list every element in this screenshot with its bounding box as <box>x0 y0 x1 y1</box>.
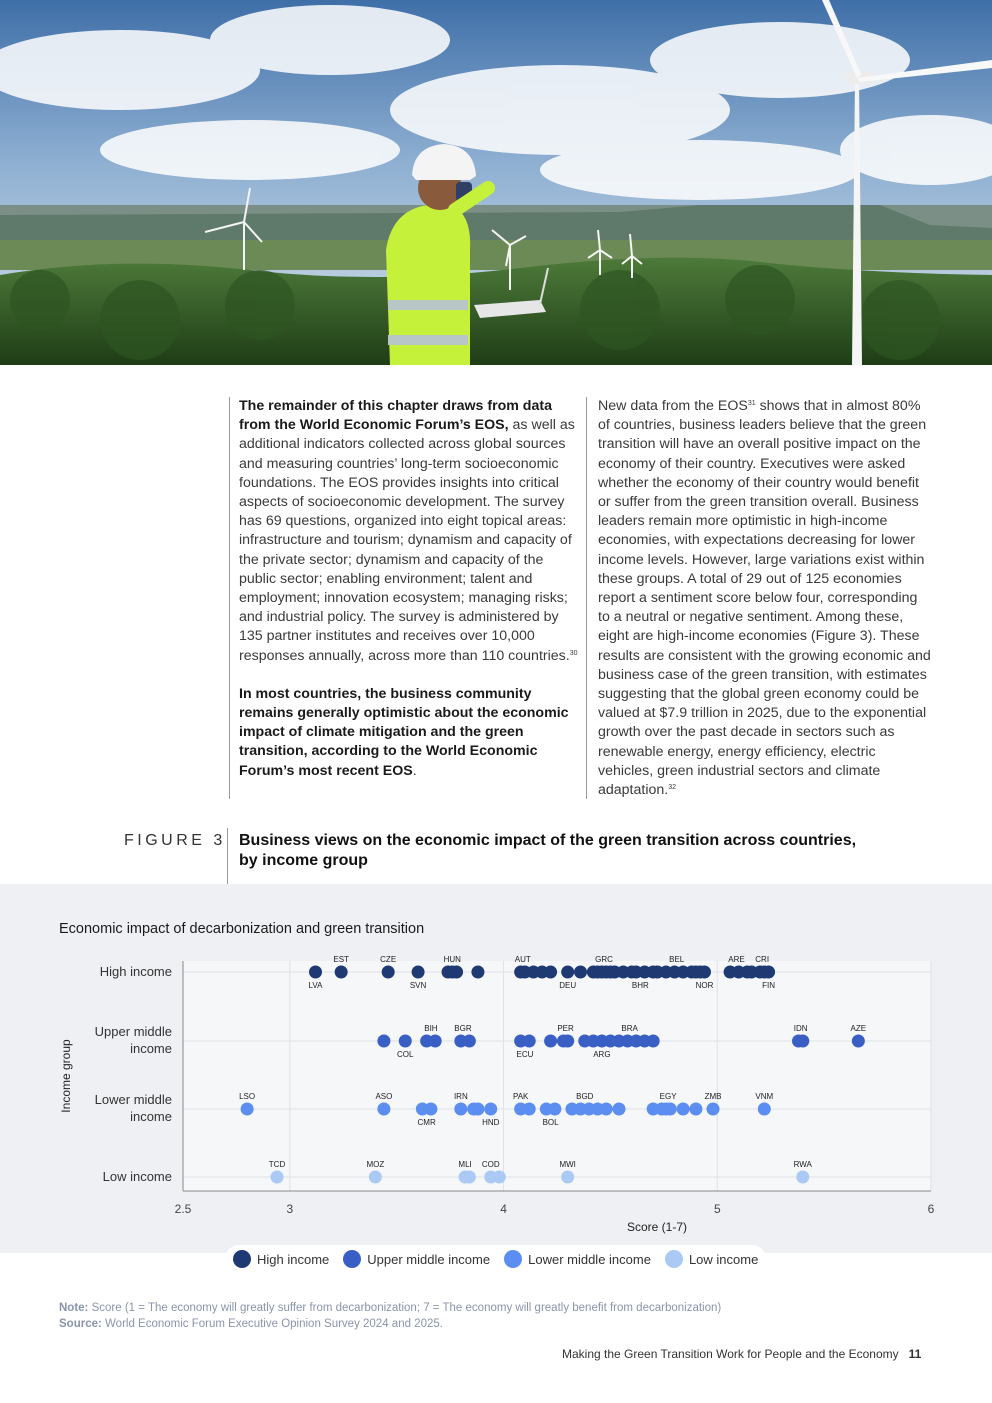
x-tick-label: 6 <box>927 1202 935 1216</box>
data-point <box>429 1035 442 1048</box>
data-point <box>424 1103 437 1116</box>
data-point <box>523 1103 536 1116</box>
country-label: EGY <box>659 1092 677 1101</box>
country-label: TCD <box>268 1160 286 1169</box>
country-label: NOR <box>695 981 714 990</box>
footnote-ref: 30 <box>569 649 578 657</box>
country-label: COD <box>481 1160 500 1169</box>
legend-dot-icon <box>343 1250 361 1268</box>
data-point <box>454 1103 467 1116</box>
data-point <box>450 966 463 979</box>
country-label: GRC <box>595 955 613 964</box>
country-label: BEL <box>669 955 685 964</box>
chart-note <box>59 1300 721 1332</box>
left-column-rule <box>229 397 230 799</box>
page-footer <box>562 1347 921 1361</box>
country-label: LVA <box>308 981 323 990</box>
data-point <box>561 966 574 979</box>
country-label: BGD <box>576 1092 594 1101</box>
paragraph-optimism-lead: In most countries, the business community remains generally optimistic about the economic impact of climate mitigation and the green transition, according to the World Economic Forum’s most recent EOS. <box>239 685 569 779</box>
legend-dot-icon <box>504 1250 522 1268</box>
country-label: HUN <box>443 955 461 964</box>
y-category-label: High income <box>99 964 172 979</box>
y-category-label: income <box>130 1041 172 1056</box>
country-label: AZE <box>850 1024 867 1033</box>
page-number: 11 <box>908 1347 922 1361</box>
country-label: DEU <box>559 981 577 990</box>
data-point <box>689 1103 702 1116</box>
y-category-label: Low income <box>102 1169 172 1184</box>
figure-title: Business views on the economic impact of the green transition across countries, by income group <box>239 832 857 869</box>
footnote-ref: 32 <box>668 784 677 792</box>
country-label: PER <box>557 1024 574 1033</box>
country-label: BIH <box>424 1024 438 1033</box>
country-label: AUT <box>514 955 531 964</box>
data-point <box>271 1171 284 1184</box>
data-point <box>544 966 557 979</box>
data-point <box>612 1103 625 1116</box>
data-point <box>241 1103 254 1116</box>
legend-item-lower-middle: Lower middle income <box>504 1250 651 1268</box>
x-tick-label: 3 <box>286 1202 294 1216</box>
data-point <box>523 1035 536 1048</box>
data-point <box>382 966 395 979</box>
country-label: CMR <box>417 1118 436 1127</box>
country-label: ECU <box>516 1050 534 1059</box>
legend-item-upper-middle: Upper middle income <box>343 1250 490 1268</box>
chart-legend <box>225 1245 766 1273</box>
country-label: ARG <box>593 1050 611 1059</box>
data-point <box>707 1103 720 1116</box>
y-category-label: Lower middle <box>94 1092 172 1107</box>
data-point <box>600 1103 613 1116</box>
country-label: MWI <box>559 1160 576 1169</box>
paragraph-eos-intro: The remainder of this chapter draws from data from the World Economic Forum’s EOS, as well as additional indicators collected across global sources and measuring countries’ long-term socioeconomic foundations. The EOS provides insights into critical aspects of socioeconomic development. The survey has 69 questions, organized into eight topical areas: infrastructure and tourism; dynamism and capacity of the private sector; dynamism and capacity of the public sector; enabling environment; talent and employment; innovation ecosystem; managing risks; and industrial policy. The survey is administered by 135 partner institutes and receives over 10,000 responses annually, across more than 110 countries.$^{30}$ <box>239 398 578 664</box>
plot-area <box>183 961 931 1191</box>
data-point <box>698 966 711 979</box>
data-point <box>493 1171 506 1184</box>
right-column <box>598 397 932 800</box>
country-label: MLI <box>458 1160 472 1169</box>
legend-dot-icon <box>665 1250 683 1268</box>
country-label: BHR <box>631 981 649 990</box>
data-point <box>647 1035 660 1048</box>
country-label: VNM <box>755 1092 774 1101</box>
country-label: COL <box>397 1050 414 1059</box>
country-label: FIN <box>762 981 776 990</box>
country-label: MOZ <box>366 1160 385 1169</box>
country-label: BGR <box>454 1024 472 1033</box>
x-tick-label: 2.5 <box>174 1202 192 1216</box>
data-point <box>548 1103 561 1116</box>
left-column <box>239 397 581 781</box>
country-label: CRI <box>755 955 770 964</box>
data-point <box>471 966 484 979</box>
country-label: LSO <box>239 1092 256 1101</box>
country-label: SVN <box>409 981 427 990</box>
scatter-chart <box>0 945 992 1245</box>
data-point <box>796 1035 809 1048</box>
x-tick-label: 5 <box>713 1202 721 1216</box>
source-line: Source: World Economic Forum Executive Opinion Survey 2024 and 2025. <box>59 1318 443 1330</box>
country-label: IRN <box>453 1092 468 1101</box>
note-line: Note: Score (1 = The economy will greatly suffer from decarbonization; 7 = The economy will greatly benefit from decarbonization) <box>59 1302 722 1314</box>
data-point <box>463 1035 476 1048</box>
data-point <box>399 1035 412 1048</box>
data-point <box>762 966 775 979</box>
figure-label: FIGURE 3 <box>124 832 226 849</box>
hero-photo <box>0 0 992 365</box>
data-point <box>463 1171 476 1184</box>
country-label: IDN <box>793 1024 808 1033</box>
country-label: CZE <box>380 955 397 964</box>
country-label: PAK <box>512 1092 529 1101</box>
footer-title: Making the Green Transition Work for People and the Economy <box>562 1347 899 1361</box>
data-point <box>758 1103 771 1116</box>
chart-heading: Economic impact of decarbonization and green transition <box>59 921 425 937</box>
data-point <box>852 1035 865 1048</box>
data-point <box>471 1103 484 1116</box>
data-point <box>544 1035 557 1048</box>
data-point <box>377 1103 390 1116</box>
country-label: ASO <box>375 1092 393 1101</box>
data-point <box>796 1171 809 1184</box>
figure-rule <box>227 828 228 884</box>
x-tick-label: 4 <box>500 1202 507 1216</box>
y-category-label: Upper middle <box>94 1024 172 1039</box>
y-category-label: income <box>130 1109 172 1124</box>
country-label: RWA <box>793 1160 812 1169</box>
footnote-ref: 31 <box>747 400 756 407</box>
country-label: ZMB <box>704 1092 722 1101</box>
data-point <box>377 1035 390 1048</box>
paragraph-new-data: New data from the EOS$^{31}$ shows that in almost 80% of countries, business leaders believe that the green transition will have an overall positive impact on the economy of their country. Executives were asked whether the economy of their country would benefit or suffer from the green transition overall. Business leaders remain more optimistic in high-income economies, with expectations decreasing for lower income levels. However, large variations exist within these groups. A total of 29 out of 125 economies report a sentiment score below four, corresponding to a neutral or negative sentiment. Among these, eight are high-income economies (Figure 3). These results are consistent with the growing economic and business case of the green transition, with estimates suggesting that the global green economy could be valued at $7.9 trillion in 2025, due to the exponential growth over the past decade in sectors such as renewable energy, energy efficiency, electric vehicles, green industrial sectors and climate adaptation.$^{32}$ <box>598 398 931 799</box>
y-axis-title: Income group <box>59 1039 73 1113</box>
country-label: EST <box>333 955 349 964</box>
country-label: HND <box>482 1118 500 1127</box>
legend-item-high: High income <box>233 1250 329 1268</box>
wind-farm-illustration <box>0 0 992 365</box>
data-point <box>561 1035 574 1048</box>
data-point <box>309 966 322 979</box>
data-point <box>412 966 425 979</box>
data-point <box>677 1103 690 1116</box>
data-point <box>664 1103 677 1116</box>
data-point <box>561 1171 574 1184</box>
right-column-rule <box>586 397 587 799</box>
data-point <box>369 1171 382 1184</box>
country-label: BRA <box>621 1024 638 1033</box>
data-point <box>335 966 348 979</box>
legend-dot-icon <box>233 1250 251 1268</box>
data-point <box>484 1103 497 1116</box>
legend-item-low: Low income <box>665 1250 758 1268</box>
data-point <box>574 966 587 979</box>
country-label: BOL <box>542 1118 559 1127</box>
country-label: ARE <box>728 955 745 964</box>
x-axis-title: Score (1-7) <box>626 1220 688 1234</box>
